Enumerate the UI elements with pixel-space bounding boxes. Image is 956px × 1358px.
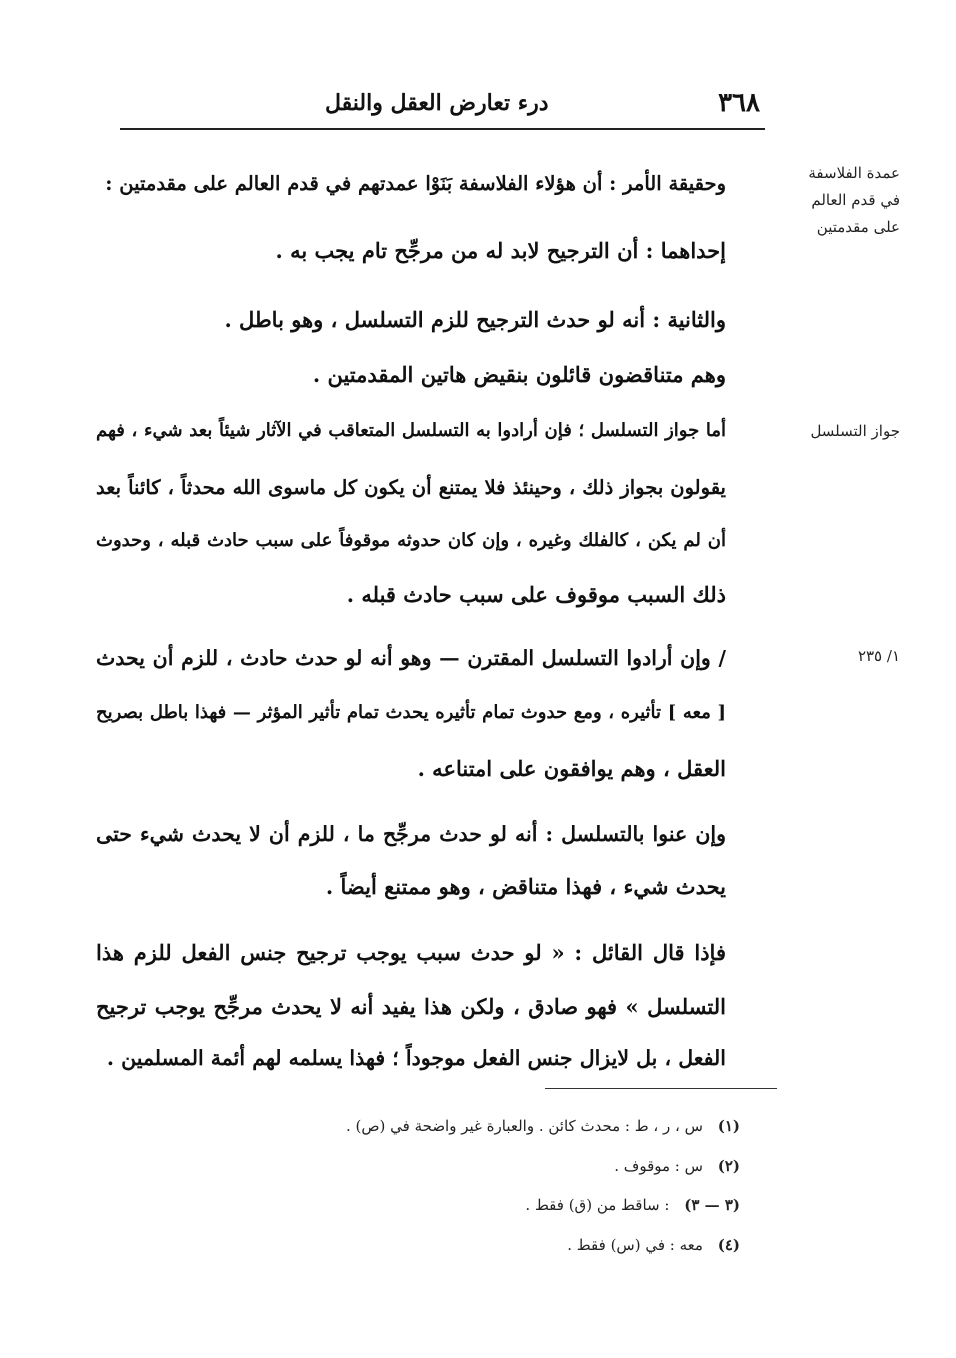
body-line: التسلسل » فهو صادق ، ولكن هذا يفيد أنه لا يحدث مرجِّح يوجب ترجيح [96,994,726,1019]
footnote [614,1157,740,1175]
body-line: أما جواز التسلسل ؛ فإن أرادوا به التسلسل المتعاقب في الآثار شيئاً بعد شيء ، فهم [96,420,726,441]
body-line: [ معه ] تأثيره ، ومع حدوث تمام تأثيره يحدث تمام تأثير المؤثر — فهذا باطل بصريح [96,702,726,723]
footnote-number: (٤) [717,1236,740,1254]
body-line: وهم متناقضون قائلون بنقيض هاتين المقدمتين . [312,362,726,387]
running-title: درء تعارض العقل والنقل [325,90,549,116]
margin-note-line: جواز التسلسل [810,422,900,440]
margin-note-tasalsul [790,418,900,445]
margin-note-philosophers [790,160,900,241]
page-number: ٣٦٨ [718,88,760,118]
footnote [567,1236,740,1254]
margin-note-line: عمدة الفلاسفة [808,164,900,182]
body-line: ذلك السبب موقوف على سبب حادث قبله . [346,582,726,607]
body-line: / وإن أرادوا التسلسل المقترن — وهو أنه لو حدث حادث ، للزم أن يحدث [96,646,726,670]
body-line: أن لم يكن ، كالفلك وغيره ، وإن كان حدوثه موقوفاً على سبب حادث قبله ، وحدوث [96,530,726,551]
footnote-text: س ، ر ، ط : محدث كائن . والعبارة غير واضحة في (ص) . [346,1117,703,1135]
body-line: الفعل ، بل لايزال جنس الفعل موجوداً ؛ فهذا يسلمه لهم أئمة المسلمين . [106,1046,726,1070]
body-line: وحقيقة الأمر : أن هؤلاء الفلاسفة بَنَوْا عمدتهم في قدم العالم على مقدمتين : [105,172,726,195]
footnote-text: معه : في (س) فقط . [567,1236,703,1254]
footnote-number: (٣ — ٣) [684,1196,740,1214]
body-line: وإن عنوا بالتسلسل : أنه لو حدث مرجِّح ما ، للزم أن لا يحدث شيء حتى [96,822,726,846]
body-line: فإذا قال القائل : « لو حدث سبب يوجب ترجيح جنس الفعل للزم هذا [96,940,726,965]
body-line: إحداهما : أن الترجيح لابد له من مرجِّح تام يجب به . [275,238,726,263]
footnote-text: : ساقط من (ق) فقط . [525,1196,670,1214]
page-header [120,84,765,130]
footnote-text: س : موقوف . [614,1157,703,1175]
footnote-separator [545,1088,777,1089]
body-line: يقولون بجواز ذلك ، وحينئذ فلا يمتنع أن يكون كل ماسوى الله محدثاً ، كائناً بعد [96,476,726,499]
footnote [346,1117,740,1135]
margin-note-reference [790,643,900,670]
margin-note-line: في قدم العالم [811,191,900,209]
margin-note-line: على مقدمتين [816,218,900,236]
margin-note-line: ١/ ٢٣٥ [857,647,900,665]
body-line: والثانية : أنه لو حدث الترجيح للزم التسلسل ، وهو باطل . [224,307,726,332]
footnote-number: (٢) [717,1157,740,1175]
body-line: يحدث شيء ، فهذا متناقض ، وهو ممتنع أيضاً . [325,874,726,899]
footnote [525,1196,740,1214]
footnote-number: (١) [717,1117,740,1135]
body-line: العقل ، وهم يوافقون على امتناعه . [417,756,726,781]
